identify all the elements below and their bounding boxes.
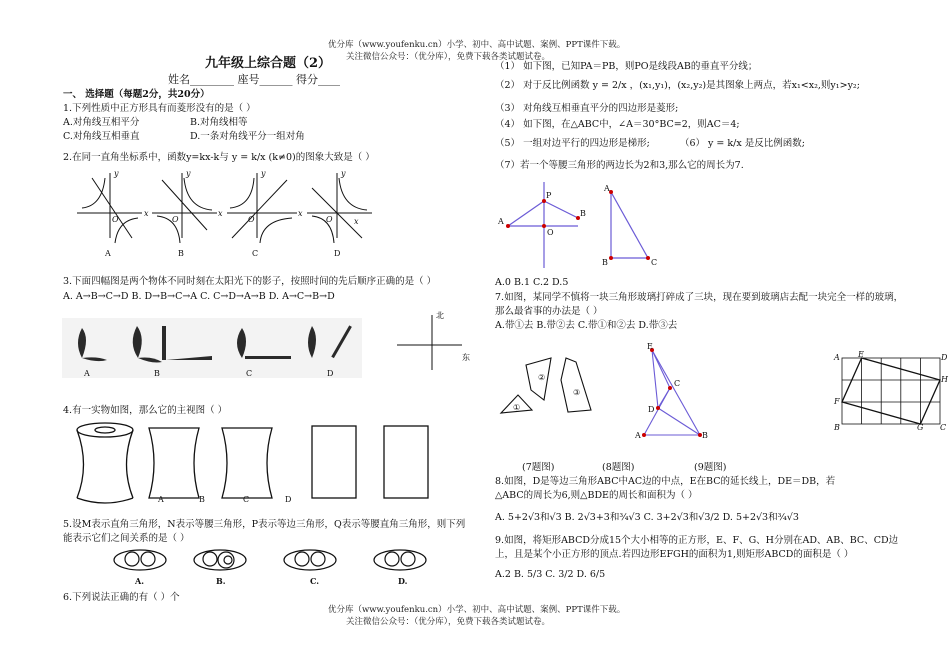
- q1-option-c: C.对角线互相垂直: [63, 131, 140, 142]
- tri-label-a: A: [604, 184, 610, 193]
- q2-d-origin-label: O: [326, 215, 333, 224]
- q4-views: [72, 420, 402, 512]
- q6-figures: [496, 180, 676, 270]
- q5-stem: 5.设M表示直角三角形，N表示等腰三角形，P表示等边三角形，Q表示等腰直角三角形，则下列: [63, 519, 466, 530]
- q6-item-4: （4） 如下图，在△ABC中，∠A＝30°BC=2，则AC＝4;: [495, 119, 740, 130]
- q7-stem: 7.如图，某同学不慎将一块三角形玻璃打碎成了三块，现在要到玻璃店去配一块完全一样的玻璃，: [495, 292, 904, 303]
- q8-options: A. 5+2√3和√3 B. 2√3+3和¾√3 C. 3+2√3和√3/2 D. 5+2√3和¾√3: [495, 512, 799, 523]
- q4-label-a: A: [158, 495, 164, 504]
- q9-label-d: D: [941, 353, 948, 362]
- q8-label-d: D: [648, 405, 655, 414]
- q5-label-b: B.: [216, 576, 226, 586]
- q2-d-y-label: y: [341, 169, 346, 178]
- q7-stem-2: 那么最省事的办法是（ ）: [495, 306, 603, 317]
- caption-q8: (8题图): [602, 462, 635, 473]
- q8-figure: [630, 340, 720, 445]
- q3-label-b: B: [154, 369, 160, 378]
- q7-options: A.带①去 B.带②去 C.带①和②去 D.带③去: [495, 320, 678, 331]
- q3-stem: 3.下面四幅图是两个物体不同时刻在太阳光下的影子，按照时间的先后顺序正确的是（ ）: [63, 276, 437, 287]
- glass-piece-2: ②: [538, 373, 546, 382]
- q3-compass: [392, 310, 472, 370]
- q6-stem: 6.下列说法正确的有（ ）个: [63, 592, 180, 603]
- caption-q7: (7题图): [522, 462, 555, 473]
- q2-a-x-label: x: [144, 209, 149, 218]
- q2-a-origin-label: O: [112, 215, 119, 224]
- q2-d-x-label: x: [354, 217, 359, 226]
- east-label: 东: [462, 353, 470, 362]
- q2-c-origin-label: O: [248, 215, 255, 224]
- q9-label-f: F: [834, 397, 840, 406]
- section-heading: 一、 选择题（每题2分，共20分）: [63, 89, 210, 100]
- q5-stem-2: 能表示它们之间关系的是（ ）: [63, 533, 190, 544]
- q5-label-c: C.: [310, 576, 320, 586]
- pa-label-p: P: [546, 191, 552, 200]
- q8-stem-2: △ABC的周长为6,则△BDE的周长和面积为（ ）: [495, 490, 698, 501]
- q6-item-1: （1） 如下图，已知PA＝PB，则PO是线段AB的垂直平分线；: [495, 61, 758, 72]
- q2-label-c: C: [252, 249, 259, 258]
- q4-label-b: B: [199, 495, 205, 504]
- q9-label-c: C: [940, 423, 947, 432]
- q4-label-d: D: [285, 495, 292, 504]
- q3-label-d: D: [327, 369, 334, 378]
- q9-label-b: B: [834, 423, 840, 432]
- q2-a-y-label: y: [114, 169, 119, 178]
- tri-label-b: B: [602, 258, 608, 267]
- q9-stem-2: 上，且是某个小正方形的顶点.若四边形EFGH的面积为1,则矩形ABCD的面积是（ ）: [495, 549, 854, 560]
- q2-b-y-label: y: [186, 169, 191, 178]
- q8-stem: 8.如图，D是等边三角形ABC中AC边的中点，E在BC的延长线上，DE＝DB，若: [495, 476, 836, 487]
- q3-label-a: A: [84, 369, 90, 378]
- student-info: 姓名________ 座号______ 得分____: [168, 73, 340, 86]
- q2-b-origin-label: O: [172, 215, 179, 224]
- north-label: 北: [436, 311, 444, 320]
- q1-stem: 1.下列性质中正方形具有而菱形没有的是（ ）: [63, 103, 256, 114]
- q3-options: A. A→B→C→D B. D→B→C→A C. C→D→A→B D. A→C→B→D: [63, 291, 335, 302]
- pa-label-a: A: [498, 217, 504, 226]
- q2-c-y-label: y: [261, 169, 266, 178]
- q5-label-a: A.: [135, 576, 144, 586]
- q9-stem: 9.如图，将矩形ABCD分成15个大小相等的正方形，E、F、G、H分别在AD、AB、BC、CD边: [495, 535, 899, 546]
- q9-figure: [834, 352, 946, 432]
- q8-label-e: E: [647, 342, 653, 351]
- q2-b-x-label: x: [218, 209, 223, 218]
- q4-stem: 4.有一实物如图，那么它的主视图（ ）: [63, 405, 228, 416]
- q3-shadow-images: [62, 318, 362, 380]
- q9-label-a: A: [834, 353, 840, 362]
- caption-q9: (9题图): [694, 462, 727, 473]
- glass-piece-3: ③: [573, 388, 581, 397]
- q1-option-a: A.对角线互相平分: [63, 117, 140, 128]
- q2-graphs: [72, 168, 362, 258]
- q2-c-x-label: x: [298, 209, 303, 218]
- header-line-2: 关注微信公众号：（优分库），免费下载各类试题试卷。: [346, 52, 551, 62]
- q2-label-d: D: [334, 249, 341, 258]
- glass-piece-1: ①: [513, 403, 521, 412]
- q1-option-d: D.一条对角线平分一组对角: [190, 131, 305, 142]
- q2-label-a: A: [105, 249, 111, 258]
- q8-label-a: A: [635, 431, 641, 440]
- q9-label-h: H: [941, 375, 948, 384]
- q7-glass-figure: [496, 340, 608, 420]
- q3-label-c: C: [246, 369, 253, 378]
- pa-label-o: O: [547, 228, 554, 237]
- q8-label-b: B: [702, 431, 708, 440]
- pa-label-b: B: [580, 209, 586, 218]
- q6-item-7: （7）若一个等腰三角形的两边长为2和3,那么它的周长为7.: [495, 160, 744, 171]
- footer-line-2: 关注微信公众号：（优分库），免费下载各类试题试卷。: [346, 617, 551, 627]
- q4-label-c: C: [243, 495, 250, 504]
- q9-options: A.2 B. 5/3 C. 3/2 D. 6/5: [495, 569, 606, 580]
- q5-label-d: D.: [398, 576, 408, 586]
- q1-option-b: B.对角线相等: [190, 117, 248, 128]
- header-line-1: 优分库（www.youfenku.cn）小学、初中、高中试题、案例、PPT课件下载。: [328, 40, 626, 50]
- footer-line-1: 优分库（www.youfenku.cn）小学、初中、高中试题、案例、PPT课件下载。: [328, 605, 626, 615]
- q6-item-2: （2） 对于反比例函数 y = 2/x ，(x₁,y₁)，(x₂,y₂)是其图象上两点，若x₁<x₂,则y₁>y₂;: [495, 80, 860, 91]
- q6-item-3: （3） 对角线互相垂直平分的四边形是菱形;: [495, 103, 679, 114]
- q5-venn: [110, 548, 440, 588]
- q2-label-b: B: [178, 249, 184, 258]
- q6-options: A.0 B.1 C.2 D.5: [495, 277, 569, 288]
- q9-label-g: G: [917, 423, 924, 432]
- page-title: 九年级上综合题（2）: [205, 56, 332, 71]
- q2-stem: 2.在同一直角坐标系中，函数y=kx-k与 y = k/x (k≠0)的图象大致是（ ）: [63, 152, 375, 163]
- q6-item-5-6: （5） 一组对边平行的四边形是梯形; （6） y = k/x 是反比例函数;: [495, 138, 805, 149]
- tri-label-c: C: [651, 258, 658, 267]
- q9-label-e: E: [858, 350, 864, 359]
- q8-label-c: C: [674, 379, 681, 388]
